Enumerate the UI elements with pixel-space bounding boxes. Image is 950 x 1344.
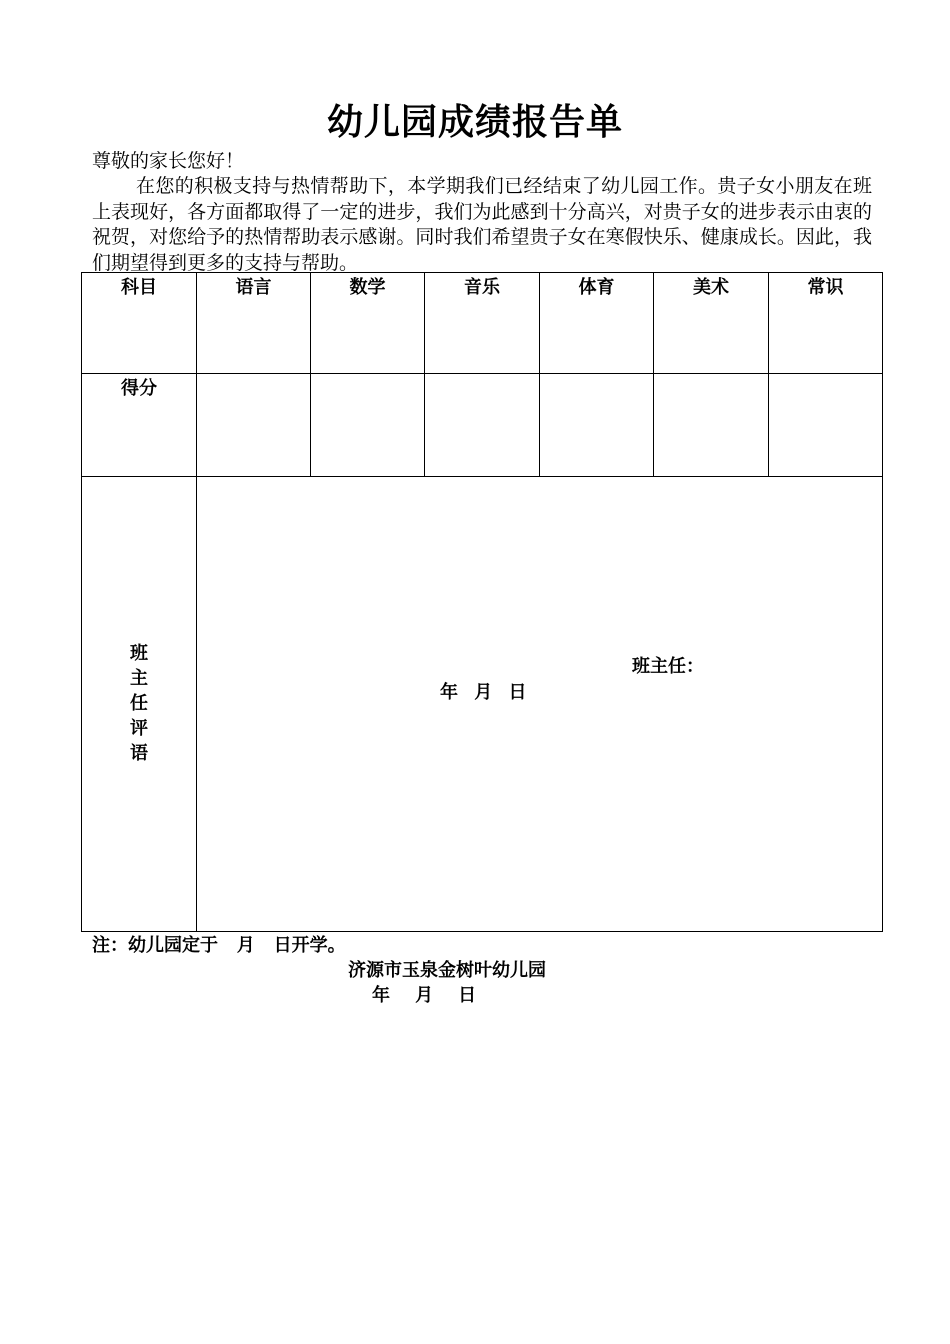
subject-header-label: 科目 [121, 277, 157, 298]
subject-cell-pe [540, 273, 654, 374]
comment-cell[interactable] [197, 477, 883, 932]
score-row [82, 374, 883, 477]
score-cell-pe[interactable] [540, 374, 654, 477]
comment-date-label: 年 月 日 [440, 682, 527, 703]
score-value-general [769, 374, 882, 376]
score-value-art [654, 374, 768, 376]
subject-row [82, 273, 883, 374]
subject-label-art: 美术 [693, 277, 729, 298]
comment-header-cell [82, 477, 197, 932]
intro-paragraph: 在您的积极支持与热情帮助下，本学期我们已经结束了幼儿园工作。贵子女小朋友在班上表现好，各方面都取得了一定的进步，我们为此感到十分高兴，对贵子女的进步表示由衷的祝贺，对您给予的热情帮助表示感谢。同时我们希望贵子女在寒假快乐、健康成长。因此，我们期望得到更多的支持与帮助。 [92, 175, 872, 274]
subject-label-pe: 体育 [578, 277, 615, 298]
school-start-note: 注：幼儿园定于 月 日开学。 [92, 935, 346, 956]
score-cell-art[interactable] [654, 374, 769, 477]
subject-cell-art [654, 273, 769, 374]
subject-label-language: 语言 [235, 277, 272, 298]
subject-cell-language [197, 273, 311, 374]
score-value-pe [540, 374, 653, 376]
comment-area [197, 477, 882, 931]
score-header-cell [82, 374, 197, 477]
comment-header-label: 班主任评语 [130, 643, 148, 764]
score-value-math [311, 374, 424, 376]
score-header-label: 得分 [121, 378, 157, 399]
issue-date: 年 月 日 [372, 985, 477, 1006]
report-card-table [81, 272, 883, 932]
subject-header-cell [82, 273, 197, 374]
score-cell-math[interactable] [311, 374, 425, 477]
subject-cell-math [311, 273, 425, 374]
score-cell-general[interactable] [769, 374, 883, 477]
score-cell-language[interactable] [197, 374, 311, 477]
score-cell-music[interactable] [425, 374, 540, 477]
score-value-language [197, 374, 310, 376]
subject-label-music: 音乐 [464, 277, 500, 298]
teacher-signature-label: 班主任： [632, 656, 704, 677]
subject-label-general: 常识 [807, 277, 844, 298]
subject-cell-music [425, 273, 540, 374]
score-value-music [425, 374, 539, 376]
comment-row [82, 477, 883, 932]
subject-cell-general [769, 273, 883, 374]
school-name: 济源市玉泉金树叶幼儿园 [348, 960, 546, 981]
subject-label-math: 数学 [349, 277, 386, 298]
greeting-text: 尊敬的家长您好！ [92, 150, 245, 172]
document-title: 幼儿园成绩报告单 [326, 102, 623, 143]
